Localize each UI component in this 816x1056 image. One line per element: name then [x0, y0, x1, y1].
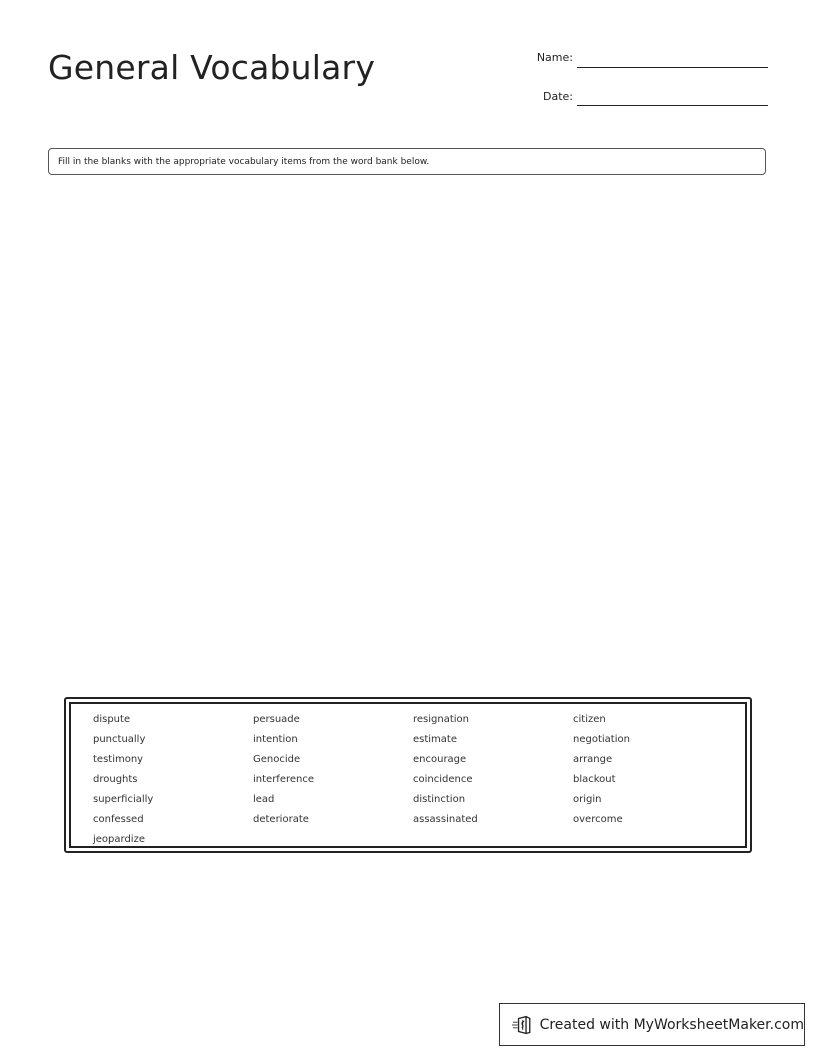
- word-bank-item: dispute: [93, 714, 131, 725]
- word-bank-item: persuade: [253, 714, 300, 725]
- word-bank-item: estimate: [413, 734, 458, 745]
- name-field[interactable]: [577, 67, 768, 68]
- word-bank-inner-border: [69, 702, 747, 848]
- date-field[interactable]: [577, 105, 768, 106]
- word-bank-item: punctually: [93, 734, 146, 745]
- word-bank-item: arrange: [573, 754, 613, 765]
- word-bank-item: coincidence: [413, 774, 473, 785]
- word-bank-item: superficially: [93, 794, 154, 805]
- word-bank-item: confessed: [93, 814, 144, 825]
- word-bank: [64, 697, 752, 853]
- word-bank-item: Genocide: [253, 754, 301, 765]
- word-bank-item: citizen: [573, 714, 606, 725]
- word-bank-item: interference: [253, 774, 315, 785]
- created-with-badge[interactable]: [499, 1003, 805, 1046]
- date-label: Date:: [543, 90, 573, 103]
- word-bank-item: intention: [253, 734, 298, 745]
- word-bank-item: testimony: [93, 754, 144, 765]
- word-bank-item: distinction: [413, 794, 466, 805]
- instructions-box: Fill in the blanks with the appropriate vocabulary items from the word bank below.: [48, 148, 766, 175]
- name-label: Name:: [536, 51, 573, 64]
- word-bank-item: jeopardize: [93, 834, 145, 845]
- word-bank-item: deteriorate: [253, 814, 309, 825]
- word-bank-item: negotiation: [573, 734, 630, 745]
- badge-text: Created with MyWorksheetMaker.com: [539, 1016, 804, 1033]
- word-bank-item: overcome: [573, 814, 623, 825]
- page-title: General Vocabulary: [48, 48, 376, 87]
- word-bank-item: droughts: [93, 774, 138, 785]
- word-bank-grid: [93, 713, 733, 853]
- word-bank-item: encourage: [413, 754, 467, 765]
- word-bank-item: blackout: [573, 774, 616, 785]
- word-bank-item: assassinated: [413, 814, 478, 825]
- word-bank-item: origin: [573, 794, 602, 805]
- word-bank-item: lead: [253, 794, 275, 805]
- word-bank-item: resignation: [413, 714, 470, 725]
- worksheet-maker-logo-icon: [512, 1014, 533, 1036]
